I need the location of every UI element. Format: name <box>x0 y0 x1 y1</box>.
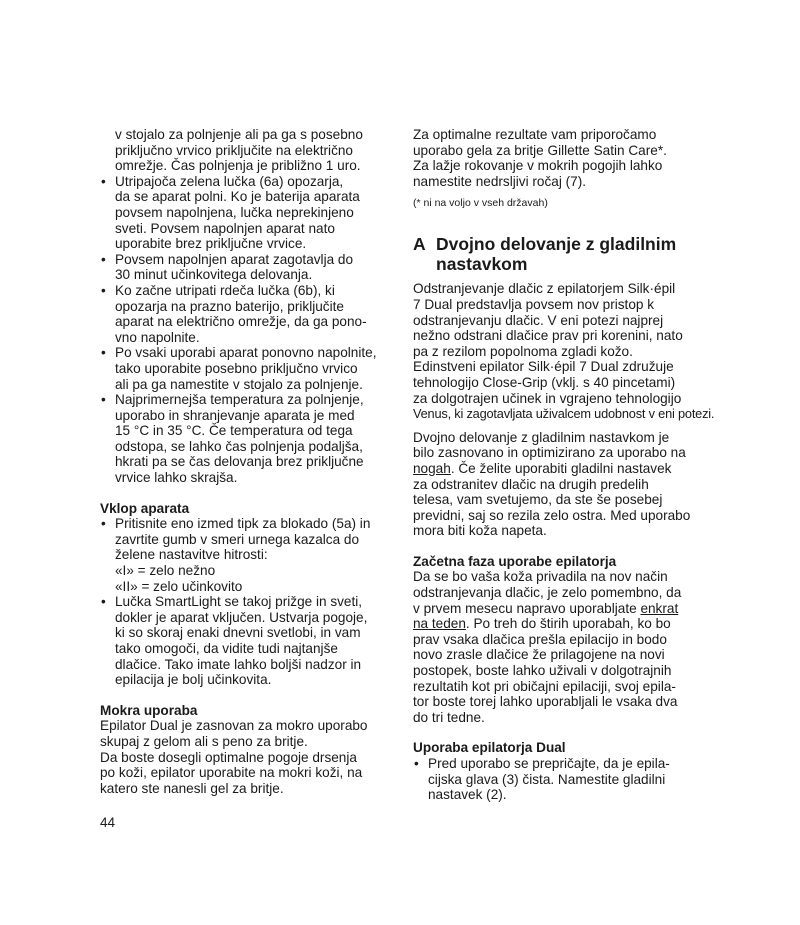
text-line: Da boste dosegli optimalne pogoje drsenja <box>100 749 357 765</box>
section-letter: A <box>413 234 426 255</box>
text-line: v stojalo za polnjenje ali pa ga s posebno <box>115 127 363 142</box>
text-line: pa z rezilom popolnoma zgladi kožo. <box>413 343 633 359</box>
underlined-text: na teden <box>413 616 466 632</box>
text-line: tako omogoči, da vidite tudi najtanjše <box>115 641 338 656</box>
paragraph <box>413 430 705 539</box>
text-line: Da se bo vaša koža privadila na nov način <box>413 569 668 585</box>
section-title-line2: nastavkom <box>436 254 528 275</box>
text-line: prav vsaka dlačica prešla epilacijo in bodo <box>413 631 667 647</box>
text-line: mora biti koža napeta. <box>413 523 547 539</box>
text-line: epilacija je bolj učinkovita. <box>115 672 272 688</box>
text-line <box>413 601 705 617</box>
text-line: vrvice lahko skrajša. <box>115 470 238 486</box>
text-line: novo zrasle dlačice že prilagojene na novi <box>413 647 665 663</box>
bullet-item <box>100 283 390 345</box>
heading-uporaba-epilatorja: Uporaba epilatorja Dual <box>413 740 566 756</box>
text-span: . Po treh do štirih uporabah, ko bo <box>465 616 671 632</box>
text-line: • Najprimernejša temperatura za polnjenje, <box>115 392 364 408</box>
text-line: «II» = zelo učinkovito <box>115 578 243 594</box>
underlined-text: nogah <box>413 460 451 476</box>
bullet-item <box>100 174 390 252</box>
text-line: Epilator Dual je zasnovan za mokro uporabo <box>100 718 368 734</box>
text-line: odstranjevanja dlačic, je zelo pomembno, da <box>413 585 682 601</box>
text-line: Venus, ki zagotavljata uživalcem udobnost v eni potezi. <box>413 406 715 422</box>
text-line: odstranjevanju dlačic. V eni potezi najprej <box>413 312 664 328</box>
left-column <box>100 127 390 796</box>
text-line: do tri tedne. <box>413 709 485 725</box>
text-line: • Utripajoča zelena lučka (6a) opozarja, <box>115 173 344 189</box>
text-line: • Povsem napolnjen aparat zagotavlja do <box>115 251 354 267</box>
text-line <box>413 616 705 632</box>
page-number: 44 <box>100 815 116 830</box>
text-line: tehnologijo Close-Grip (vklj. s 40 pincetami) <box>413 374 676 390</box>
text-line: nastavek (2). <box>428 787 507 803</box>
text-line: • Ko začne utripati rdeča lučka (6b), ki <box>115 282 335 298</box>
text-line: telesa, vam svetujemo, da ste še posebej <box>413 492 663 508</box>
text-line: omrežje. Čas polnjenja je približno 1 uro. <box>115 158 361 174</box>
text-line: ki so skoraj enaki dnevni svetlobi, in vam <box>115 625 361 641</box>
text-line: Za lažje rokovanje v mokrih pogojih lahko <box>413 158 663 174</box>
text-line: vno napolnite. <box>115 329 200 345</box>
text-line: opozarja na prazno baterijo, priključite <box>115 298 344 314</box>
text-line: previdni, saj so rezila zelo ostra. Med uporabo <box>413 507 691 523</box>
text-line: zavrtite gumb v smeri urnega kazalca do <box>115 531 360 547</box>
text-line: uporabo in shranjevanje aparata je med <box>115 407 355 423</box>
bullet-item <box>100 516 390 594</box>
text-line: Za optimalne rezultate vam priporočamo <box>413 127 657 142</box>
text-line: cijska glava (3) čista. Namestite gladilni <box>428 771 666 787</box>
text-line <box>413 461 705 477</box>
text-line: dokler je aparat vključen. Ustvarja pogoje, <box>115 609 368 625</box>
text-line: aparat na električno omrežje, da ga pono- <box>115 314 367 330</box>
heading-vklop-aparata: Vklop aparata <box>100 500 190 516</box>
bullet-item <box>100 594 390 688</box>
text-line: Edinstveni epilator Silk·épil 7 Dual združuje <box>413 359 674 375</box>
text-line: • Pred uporabo se prepričajte, da je epila- <box>428 756 670 771</box>
section-heading-a <box>413 234 705 274</box>
underlined-text: enkrat <box>640 600 679 616</box>
text-line: • Po vsaki uporabi aparat ponovno napolnite, <box>115 345 377 361</box>
bullet-item <box>413 756 705 803</box>
heading-mokra-uporaba: Mokra uporaba <box>100 702 198 718</box>
text-line: dlačice. Tako imate lahko boljši nadzor in <box>115 656 362 672</box>
text-line: povsem napolnjena, lučka neprekinjeno <box>115 204 354 220</box>
text-span: . Če želite uporabiti gladilni nastavek <box>450 460 672 476</box>
bullet-item <box>100 392 390 486</box>
text-line: • Pritisnite eno izmed tipk za blokado (5a) in <box>115 516 371 532</box>
text-line: namestite nedrsljivi ročaj (7). <box>413 173 587 189</box>
text-line: tako uporabite posebno priključno vrvico <box>115 360 358 376</box>
text-line: postopek, boste lahko uživali v dolgotrajnih <box>413 663 672 679</box>
text-line: 30 minut učinkovitega delovanja. <box>115 267 313 283</box>
text-line: katero ste nanesli gel za britje. <box>100 780 284 796</box>
text-line: 7 Dual predstavlja povsem nov pristop k <box>413 296 655 312</box>
text-line: za dolgotrajen učinek in vgrajeno tehnologijo <box>413 390 682 406</box>
text-line: uporabite brez priključne vrvice. <box>115 236 307 252</box>
section-title-line1: Dvojno delovanje z gladilnim <box>436 234 677 255</box>
text-line: nežno odstrani dlačice prav pri korenini, nato <box>413 328 683 344</box>
right-column <box>413 127 715 803</box>
text-line: za odstranitev dlačic na drugih predelih <box>413 476 649 492</box>
text-line: skupaj z gelom ali s peno za britje. <box>100 733 308 749</box>
paragraph <box>413 281 715 422</box>
text-line: 15 °C in 35 °C. Če temperatura od tega <box>115 423 353 439</box>
text-line: rezultatih kot pri običajni epilaciji, svoj epila- <box>413 678 676 694</box>
text-line: da se aparat polni. Ko je baterija aparata <box>115 189 360 205</box>
text-line: po koži, epilator uporabite na mokri koži, na <box>100 765 363 781</box>
text-line: odstopa, se lahko čas polnjenja podaljša, <box>115 438 363 454</box>
text-line: priključno vrvico priključite na električno <box>115 142 353 158</box>
text-line: Dvojno delovanje z gladilnim nastavkom je <box>413 429 670 445</box>
text-span: v prvem mesecu napravo uporabljate <box>413 600 641 616</box>
text-line: Odstranjevanje dlačic z epilatorjem Silk·épil <box>413 281 676 297</box>
bullet-item <box>100 345 390 392</box>
text-line: ali pa ga namestite v stojalo za polnjenje. <box>115 376 363 392</box>
bullet-item <box>100 252 390 283</box>
text-line: tor boste torej lahko uporabljali le vsaka dva <box>413 694 678 710</box>
text-line: • Lučka SmartLight se takoj prižge in sveti, <box>115 594 363 610</box>
text-line: želene nastavitve hitrosti: <box>115 547 268 563</box>
text-line: bilo zasnovano in optimizirano za uporabo na <box>413 445 686 461</box>
footnote: (* ni na voljo v vseh državah) <box>413 197 548 210</box>
text-line: hkrati pa se čas delovanja brez priključne <box>115 454 364 470</box>
text-line: sveti. Povsem napolnjen aparat nato <box>115 220 335 236</box>
text-line: uporabo gela za britje Gillette Satin Care*. <box>413 142 667 158</box>
text-line: «I» = zelo nežno <box>115 563 216 579</box>
heading-zacetna-faza: Začetna faza uporabe epilatorja <box>413 553 617 569</box>
